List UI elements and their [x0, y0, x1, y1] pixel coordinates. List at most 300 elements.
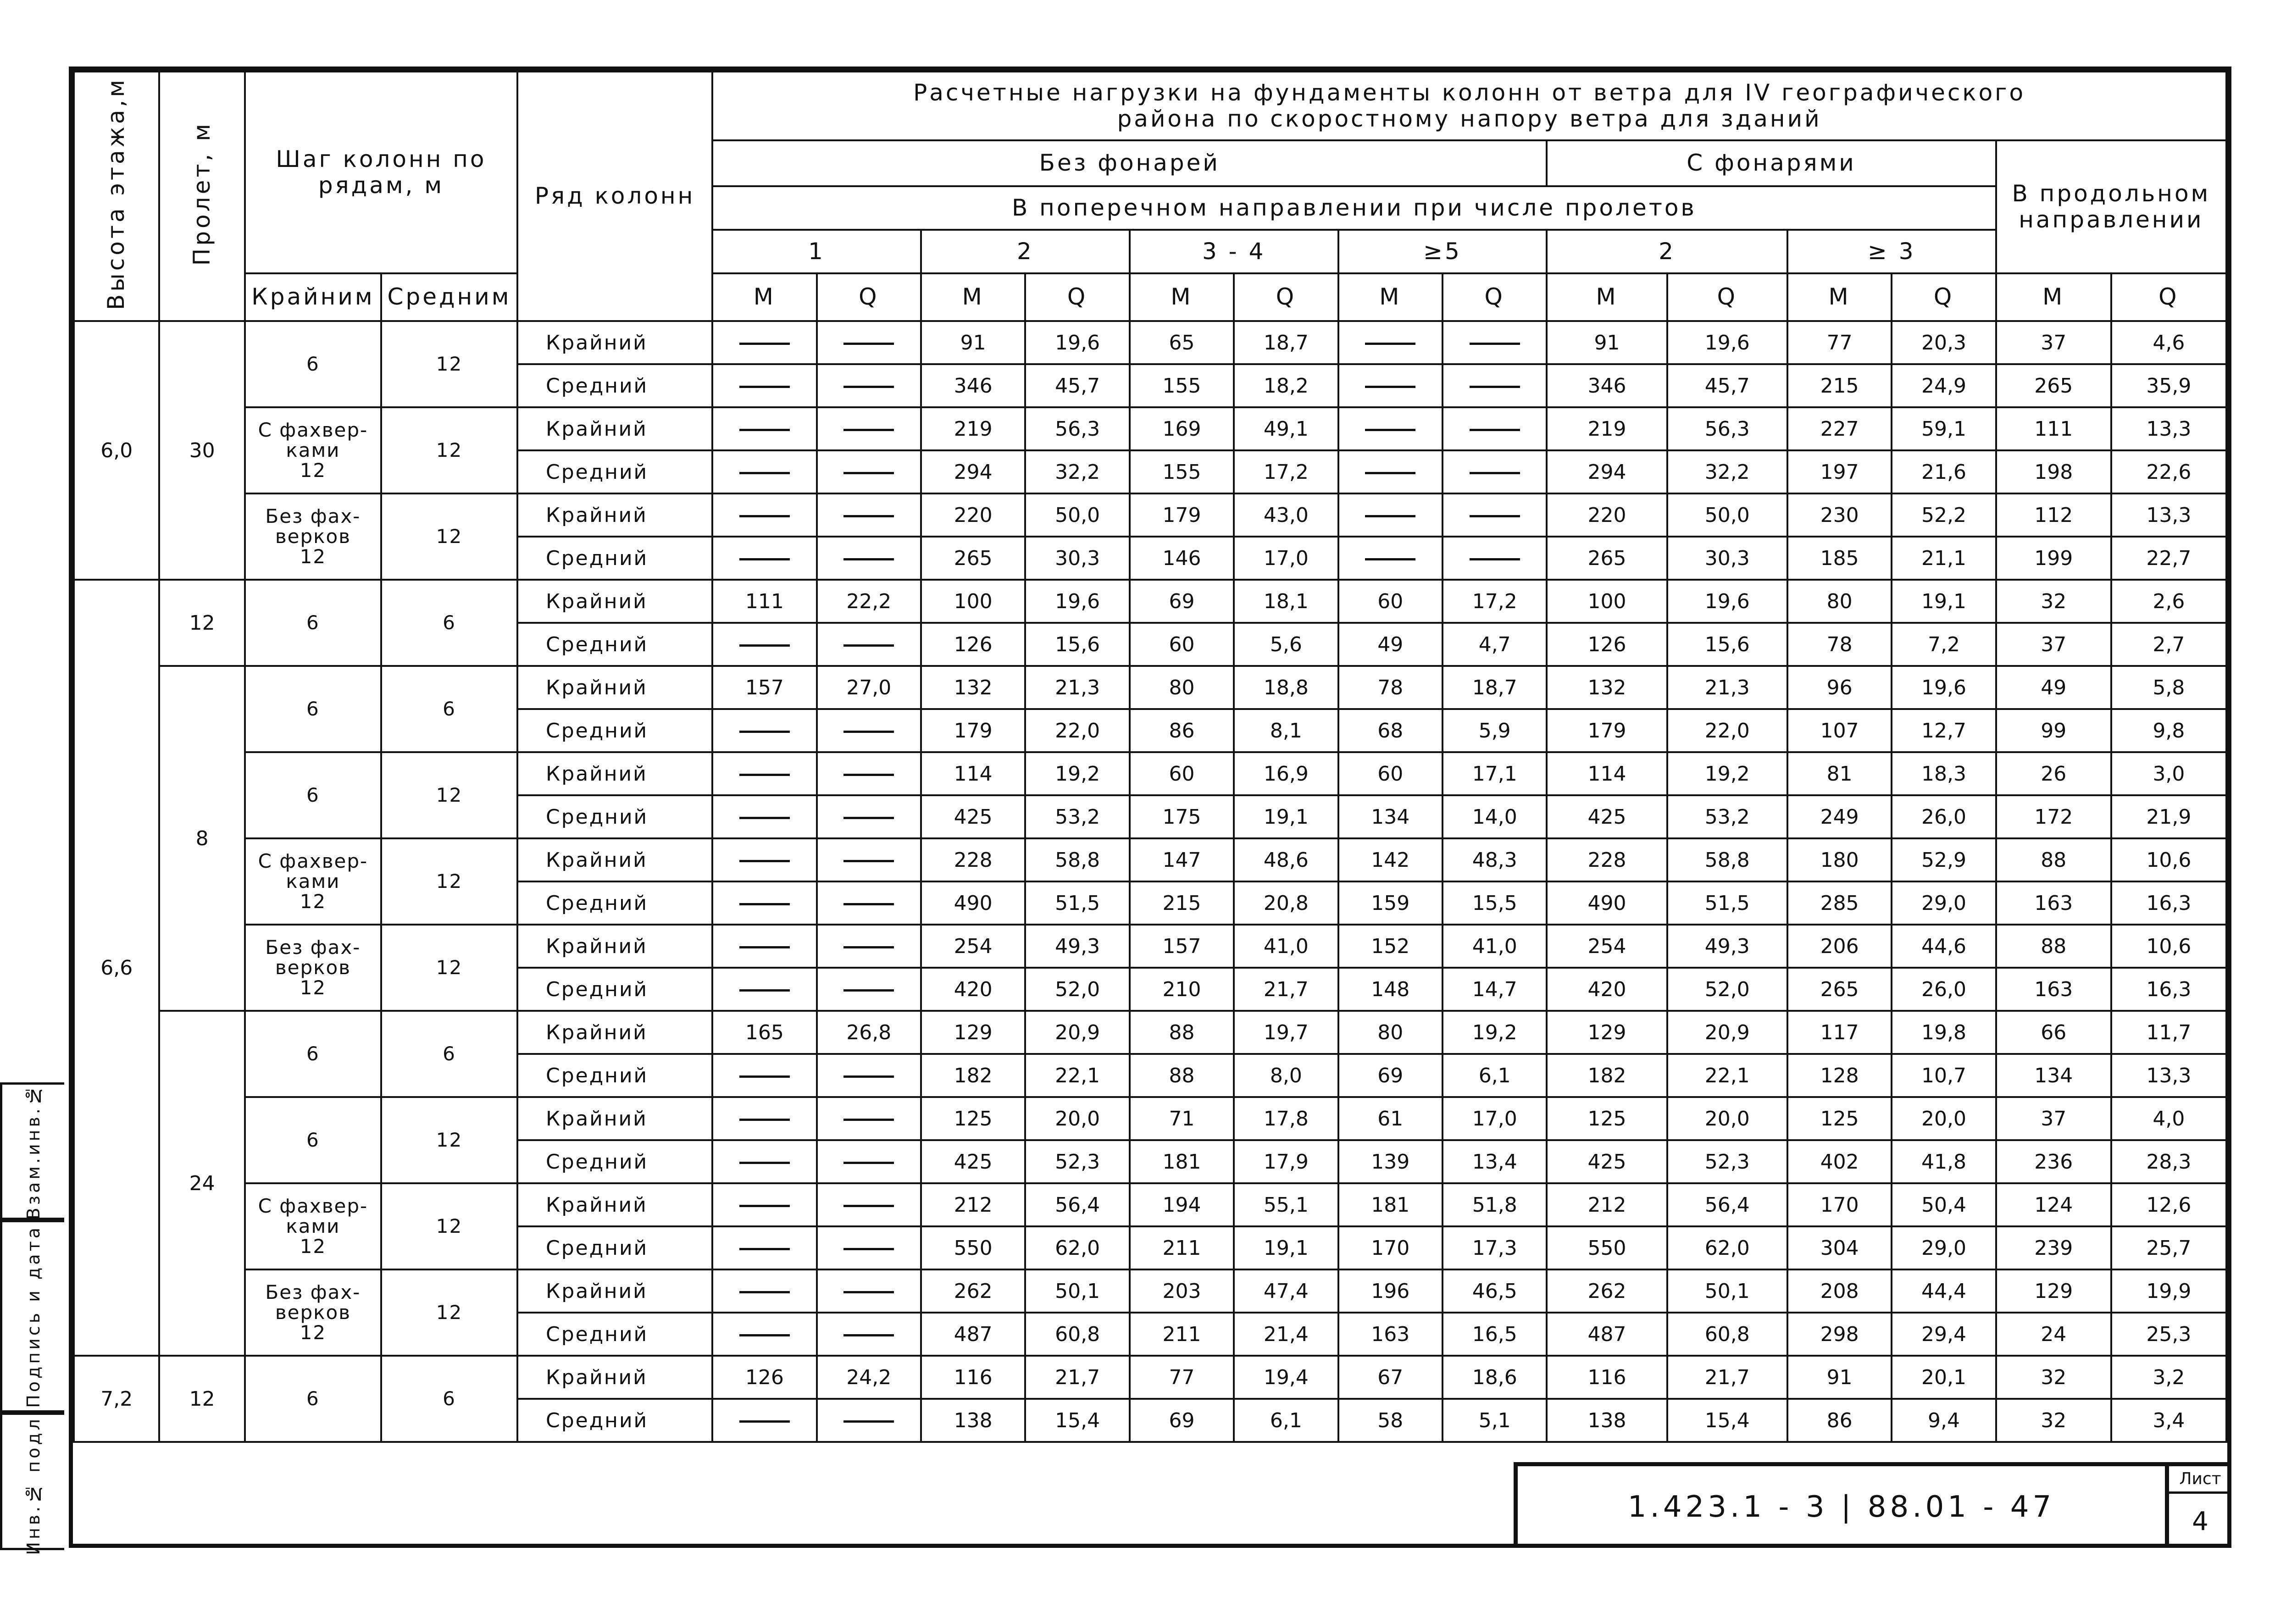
step-middle-cell: 12 — [381, 1269, 517, 1356]
column-row-cell: Крайний — [517, 1011, 712, 1054]
dash-mark — [1470, 429, 1520, 431]
value-cell: 24,9 — [1892, 364, 1996, 407]
value-cell: 100 — [1547, 580, 1667, 623]
column-row-cell: Средний — [517, 1226, 712, 1269]
column-row-cell: Средний — [517, 709, 712, 752]
value-cell — [817, 1226, 921, 1269]
wind-load-table — [73, 71, 2227, 1443]
value-cell: 56,3 — [1025, 407, 1129, 450]
value-cell: 157 — [1130, 925, 1234, 968]
value-cell: 420 — [1547, 968, 1667, 1011]
value-cell: 18,7 — [1234, 321, 1338, 364]
step-middle-cell: 12 — [381, 752, 517, 838]
value-cell: 15,5 — [1443, 881, 1547, 925]
dash-mark — [843, 1420, 894, 1423]
value-cell: 147 — [1130, 838, 1234, 881]
dash-mark — [739, 1420, 790, 1423]
dash-mark — [739, 903, 790, 905]
value-cell: 6,1 — [1443, 1054, 1547, 1097]
value-cell — [1443, 364, 1547, 407]
value-cell: 18,3 — [1892, 752, 1996, 795]
spans-1-header: 1 — [712, 230, 921, 273]
value-cell — [712, 881, 816, 925]
step-middle-cell: 12 — [381, 1097, 517, 1183]
dash-mark — [739, 472, 790, 474]
value-cell — [712, 795, 816, 838]
dash-mark — [739, 1205, 790, 1207]
value-cell: 37 — [1996, 623, 2111, 666]
value-cell — [1443, 450, 1547, 493]
value-cell — [817, 752, 921, 795]
value-cell: 116 — [921, 1356, 1025, 1399]
column-row-cell: Средний — [517, 1140, 712, 1183]
value-cell: 80 — [1130, 666, 1234, 709]
value-cell: 249 — [1787, 795, 1892, 838]
value-cell: 18,1 — [1234, 580, 1338, 623]
value-cell: 37 — [1996, 321, 2111, 364]
value-cell: 88 — [1996, 838, 2111, 881]
span-cell: 12 — [159, 1356, 244, 1442]
dash-mark — [1470, 558, 1520, 560]
value-cell: 239 — [1996, 1226, 2111, 1269]
dash-mark — [739, 1334, 790, 1336]
column-row-cell: Крайний — [517, 1097, 712, 1140]
value-cell: 254 — [921, 925, 1025, 968]
value-cell — [712, 752, 816, 795]
value-cell: 220 — [921, 493, 1025, 537]
value-cell: 13,4 — [1443, 1140, 1547, 1183]
q-header: Q — [2111, 273, 2226, 321]
value-cell: 50,1 — [1025, 1269, 1129, 1313]
value-cell: 55,1 — [1234, 1183, 1338, 1226]
value-cell: 91 — [1547, 321, 1667, 364]
value-cell: 77 — [1787, 321, 1892, 364]
value-cell — [712, 709, 816, 752]
value-cell: 19,6 — [1025, 580, 1129, 623]
value-cell: 48,3 — [1443, 838, 1547, 881]
value-cell: 19,6 — [1025, 321, 1129, 364]
table-row — [74, 580, 2226, 623]
sheet-label: Лист — [2169, 1466, 2231, 1494]
column-row-cell: Средний — [517, 1054, 712, 1097]
step-middle-cell: 6 — [381, 1356, 517, 1442]
value-cell: 138 — [1547, 1399, 1667, 1442]
value-cell — [817, 1054, 921, 1097]
value-cell — [1338, 450, 1443, 493]
value-cell: 215 — [1130, 881, 1234, 925]
value-cell: 53,2 — [1667, 795, 1787, 838]
value-cell: 19,2 — [1667, 752, 1787, 795]
value-cell: 10,6 — [2111, 925, 2226, 968]
value-cell: 111 — [1996, 407, 2111, 450]
column-row-cell: Крайний — [517, 1356, 712, 1399]
value-cell: 17,8 — [1234, 1097, 1338, 1140]
value-cell: 346 — [921, 364, 1025, 407]
value-cell: 22,0 — [1667, 709, 1787, 752]
step-edge-header: Крайним — [245, 273, 381, 321]
dash-mark — [739, 386, 790, 388]
value-cell: 138 — [921, 1399, 1025, 1442]
value-cell: 170 — [1787, 1183, 1892, 1226]
value-cell — [1338, 537, 1443, 580]
value-cell: 52,2 — [1892, 493, 1996, 537]
value-cell: 21,4 — [1234, 1313, 1338, 1356]
value-cell: 41,0 — [1443, 925, 1547, 968]
step-edge-cell: С фахвер- ками 12 — [245, 838, 381, 925]
column-row-cell: Средний — [517, 1313, 712, 1356]
value-cell — [712, 623, 816, 666]
value-cell: 96 — [1787, 666, 1892, 709]
step-edge-cell: С фахвер- ками 12 — [245, 407, 381, 493]
table-row — [74, 1011, 2226, 1054]
value-cell: 67 — [1338, 1356, 1443, 1399]
dash-mark — [1470, 386, 1520, 388]
value-cell: 402 — [1787, 1140, 1892, 1183]
value-cell: 88 — [1996, 925, 2111, 968]
value-cell: 210 — [1130, 968, 1234, 1011]
step-middle-cell: 12 — [381, 1183, 517, 1269]
value-cell: 21,3 — [1667, 666, 1787, 709]
value-cell — [712, 1269, 816, 1313]
dash-mark — [739, 1119, 790, 1121]
span-cell: 8 — [159, 666, 244, 1011]
value-cell: 126 — [1547, 623, 1667, 666]
table-row — [74, 752, 2226, 795]
value-cell: 49,1 — [1234, 407, 1338, 450]
column-row-cell: Крайний — [517, 580, 712, 623]
value-cell — [1443, 321, 1547, 364]
value-cell: 4,6 — [2111, 321, 2226, 364]
value-cell: 175 — [1130, 795, 1234, 838]
value-cell: 157 — [712, 666, 816, 709]
dash-mark — [739, 1075, 790, 1078]
value-cell: 490 — [921, 881, 1025, 925]
step-middle-cell: 6 — [381, 666, 517, 752]
value-cell: 19,7 — [1234, 1011, 1338, 1054]
value-cell: 21,3 — [1025, 666, 1129, 709]
value-cell: 134 — [1996, 1054, 2111, 1097]
dash-mark — [843, 989, 894, 992]
step-edge-cell: 6 — [245, 1011, 381, 1097]
value-cell: 18,7 — [1443, 666, 1547, 709]
value-cell: 48,6 — [1234, 838, 1338, 881]
value-cell: 262 — [1547, 1269, 1667, 1313]
value-cell: 125 — [1547, 1097, 1667, 1140]
value-cell: 15,6 — [1667, 623, 1787, 666]
value-cell: 220 — [1547, 493, 1667, 537]
value-cell: 3,2 — [2111, 1356, 2226, 1399]
value-cell: 46,5 — [1443, 1269, 1547, 1313]
value-cell: 32 — [1996, 1356, 2111, 1399]
floor-height-header: Высота этажа,м — [74, 72, 159, 321]
table-row — [74, 666, 2226, 709]
dash-mark — [843, 429, 894, 431]
span-cell: 24 — [159, 1011, 244, 1356]
value-cell: 219 — [921, 407, 1025, 450]
m-header: M — [1547, 273, 1667, 321]
column-row-cell: Средний — [517, 537, 712, 580]
value-cell: 62,0 — [1025, 1226, 1129, 1269]
value-cell: 155 — [1130, 450, 1234, 493]
column-row-header: Ряд колонн — [517, 72, 712, 321]
value-cell — [712, 1183, 816, 1226]
value-cell: 179 — [1130, 493, 1234, 537]
value-cell: 125 — [921, 1097, 1025, 1140]
value-cell: 550 — [1547, 1226, 1667, 1269]
value-cell: 18,2 — [1234, 364, 1338, 407]
dash-mark — [843, 1119, 894, 1121]
value-cell: 22,6 — [2111, 450, 2226, 493]
value-cell: 228 — [921, 838, 1025, 881]
value-cell: 28,3 — [2111, 1140, 2226, 1183]
value-cell: 139 — [1338, 1140, 1443, 1183]
value-cell: 24 — [1996, 1313, 2111, 1356]
value-cell: 112 — [1996, 493, 2111, 537]
value-cell: 52,0 — [1667, 968, 1787, 1011]
value-cell — [712, 968, 816, 1011]
value-cell: 35,9 — [2111, 364, 2226, 407]
floor-height-cell: 7,2 — [74, 1356, 159, 1442]
q-header: Q — [1443, 273, 1547, 321]
value-cell: 208 — [1787, 1269, 1892, 1313]
value-cell — [817, 493, 921, 537]
lantern-spans-2-header: 2 — [1547, 230, 1787, 273]
value-cell: 69 — [1130, 580, 1234, 623]
lantern-spans-3-header: ≥ 3 — [1787, 230, 1996, 273]
value-cell: 228 — [1547, 838, 1667, 881]
value-cell: 26,0 — [1892, 968, 1996, 1011]
value-cell: 3,0 — [2111, 752, 2226, 795]
value-cell: 215 — [1787, 364, 1892, 407]
value-cell: 80 — [1787, 580, 1892, 623]
value-cell: 86 — [1130, 709, 1234, 752]
value-cell: 262 — [921, 1269, 1025, 1313]
span-header: Пролет, м — [159, 72, 244, 321]
value-cell: 129 — [921, 1011, 1025, 1054]
dash-mark — [739, 860, 790, 862]
dash-mark — [739, 817, 790, 819]
value-cell: 22,2 — [817, 580, 921, 623]
value-cell: 20,3 — [1892, 321, 1996, 364]
value-cell: 37 — [1996, 1097, 2111, 1140]
column-row-cell: Средний — [517, 623, 712, 666]
replace-inv-stamp: Взам.инв.№ — [0, 1082, 64, 1220]
value-cell — [712, 537, 816, 580]
step-middle-cell: 12 — [381, 321, 517, 407]
value-cell: 17,2 — [1443, 580, 1547, 623]
value-cell: 20,0 — [1892, 1097, 1996, 1140]
value-cell: 22,1 — [1667, 1054, 1787, 1097]
value-cell — [817, 450, 921, 493]
step-middle-cell: 6 — [381, 1011, 517, 1097]
value-cell — [1338, 407, 1443, 450]
value-cell: 88 — [1130, 1054, 1234, 1097]
value-cell: 487 — [1547, 1313, 1667, 1356]
value-cell: 17,2 — [1234, 450, 1338, 493]
table-row — [74, 321, 2226, 364]
value-cell: 16,9 — [1234, 752, 1338, 795]
value-cell: 19,2 — [1025, 752, 1129, 795]
column-row-cell: Крайний — [517, 321, 712, 364]
value-cell: 52,9 — [1892, 838, 1996, 881]
value-cell: 25,3 — [2111, 1313, 2226, 1356]
value-cell — [817, 1399, 921, 1442]
value-cell: 6,1 — [1234, 1399, 1338, 1442]
value-cell: 285 — [1787, 881, 1892, 925]
value-cell: 32,2 — [1025, 450, 1129, 493]
value-cell: 19,6 — [1667, 321, 1787, 364]
step-edge-cell: Без фах- верков 12 — [245, 493, 381, 580]
value-cell: 52,0 — [1025, 968, 1129, 1011]
value-cell: 21,6 — [1892, 450, 1996, 493]
value-cell: 65 — [1130, 321, 1234, 364]
step-edge-cell: 6 — [245, 580, 381, 666]
value-cell: 265 — [1547, 537, 1667, 580]
value-cell: 212 — [921, 1183, 1025, 1226]
value-cell — [817, 623, 921, 666]
value-cell — [712, 450, 816, 493]
value-cell: 425 — [1547, 1140, 1667, 1183]
dash-mark — [843, 774, 894, 776]
value-cell: 78 — [1338, 666, 1443, 709]
value-cell: 30,3 — [1025, 537, 1129, 580]
dash-mark — [739, 343, 790, 345]
value-cell: 490 — [1547, 881, 1667, 925]
table-body — [74, 321, 2226, 1442]
value-cell: 15,6 — [1025, 623, 1129, 666]
column-row-cell: Средний — [517, 450, 712, 493]
dash-mark — [843, 731, 894, 733]
q-header: Q — [1234, 273, 1338, 321]
sheet-number: 4 — [2192, 1506, 2208, 1536]
value-cell — [817, 364, 921, 407]
value-cell: 425 — [921, 1140, 1025, 1183]
column-row-cell: Крайний — [517, 838, 712, 881]
value-cell: 181 — [1338, 1183, 1443, 1226]
value-cell: 8,1 — [1234, 709, 1338, 752]
dash-mark — [843, 1162, 894, 1164]
value-cell — [817, 881, 921, 925]
value-cell — [817, 1313, 921, 1356]
value-cell: 155 — [1130, 364, 1234, 407]
value-cell: 114 — [1547, 752, 1667, 795]
step-edge-cell: 6 — [245, 1097, 381, 1183]
value-cell: 7,2 — [1892, 623, 1996, 666]
value-cell: 4,0 — [2111, 1097, 2226, 1140]
value-cell: 50,4 — [1892, 1183, 1996, 1226]
value-cell: 91 — [1787, 1356, 1892, 1399]
value-cell: 69 — [1130, 1399, 1234, 1442]
value-cell: 420 — [921, 968, 1025, 1011]
step-edge-cell: 6 — [245, 321, 381, 407]
value-cell: 129 — [1996, 1269, 2111, 1313]
value-cell: 29,4 — [1892, 1313, 1996, 1356]
value-cell: 51,5 — [1025, 881, 1129, 925]
m-header: M — [1787, 273, 1892, 321]
value-cell: 132 — [1547, 666, 1667, 709]
value-cell: 179 — [1547, 709, 1667, 752]
value-cell: 21,7 — [1234, 968, 1338, 1011]
step-edge-cell: 6 — [245, 666, 381, 752]
value-cell: 304 — [1787, 1226, 1892, 1269]
value-cell: 58,8 — [1025, 838, 1129, 881]
value-cell: 212 — [1547, 1183, 1667, 1226]
value-cell: 14,7 — [1443, 968, 1547, 1011]
step-middle-cell: 6 — [381, 580, 517, 666]
value-cell: 111 — [712, 580, 816, 623]
value-cell: 52,3 — [1025, 1140, 1129, 1183]
value-cell — [712, 925, 816, 968]
value-cell — [817, 1097, 921, 1140]
value-cell: 21,7 — [1025, 1356, 1129, 1399]
value-cell — [1338, 493, 1443, 537]
value-cell: 19,9 — [2111, 1269, 2226, 1313]
step-edge-cell: Без фах- верков 12 — [245, 925, 381, 1011]
value-cell: 29,0 — [1892, 1226, 1996, 1269]
value-cell: 19,6 — [1892, 666, 1996, 709]
value-cell: 9,4 — [1892, 1399, 1996, 1442]
step-edge-cell: 6 — [245, 1356, 381, 1442]
value-cell: 13,3 — [2111, 1054, 2226, 1097]
value-cell — [712, 493, 816, 537]
value-cell: 69 — [1338, 1054, 1443, 1097]
value-cell: 41,0 — [1234, 925, 1338, 968]
value-cell: 211 — [1130, 1226, 1234, 1269]
value-cell: 425 — [921, 795, 1025, 838]
value-cell: 19,8 — [1892, 1011, 1996, 1054]
value-cell: 172 — [1996, 795, 2111, 838]
value-cell: 58,8 — [1667, 838, 1787, 881]
value-cell: 32 — [1996, 1399, 2111, 1442]
dash-mark — [843, 1248, 894, 1250]
value-cell: 30,3 — [1667, 537, 1787, 580]
value-cell: 21,7 — [1667, 1356, 1787, 1399]
value-cell: 77 — [1130, 1356, 1234, 1399]
value-cell: 19,1 — [1234, 1226, 1338, 1269]
value-cell: 116 — [1547, 1356, 1667, 1399]
value-cell — [712, 1399, 816, 1442]
value-cell: 180 — [1787, 838, 1892, 881]
value-cell: 107 — [1787, 709, 1892, 752]
value-cell: 78 — [1787, 623, 1892, 666]
value-cell: 16,3 — [2111, 881, 2226, 925]
value-cell — [817, 925, 921, 968]
dash-mark — [1365, 558, 1415, 560]
document-code: 1.423.1 - 3 | 88.01 - 47 — [1514, 1462, 2165, 1548]
value-cell: 211 — [1130, 1313, 1234, 1356]
value-cell: 60 — [1338, 580, 1443, 623]
floor-height-cell: 6,0 — [74, 321, 159, 580]
value-cell: 20,1 — [1892, 1356, 1996, 1399]
column-row-cell: Средний — [517, 795, 712, 838]
value-cell — [712, 364, 816, 407]
value-cell: 22,0 — [1025, 709, 1129, 752]
step-middle-header: Средним — [381, 273, 517, 321]
value-cell: 230 — [1787, 493, 1892, 537]
inv-orig-stamp: Инв.№ подл. — [0, 1413, 64, 1550]
q-header: Q — [817, 273, 921, 321]
value-cell: 346 — [1547, 364, 1667, 407]
sign-date-stamp: Подпись и дата — [0, 1220, 64, 1413]
value-cell: 14,0 — [1443, 795, 1547, 838]
value-cell: 114 — [921, 752, 1025, 795]
value-cell: 163 — [1338, 1313, 1443, 1356]
value-cell: 58 — [1338, 1399, 1443, 1442]
value-cell: 26 — [1996, 752, 2111, 795]
value-cell: 2,6 — [2111, 580, 2226, 623]
value-cell: 265 — [921, 537, 1025, 580]
value-cell: 26,0 — [1892, 795, 1996, 838]
